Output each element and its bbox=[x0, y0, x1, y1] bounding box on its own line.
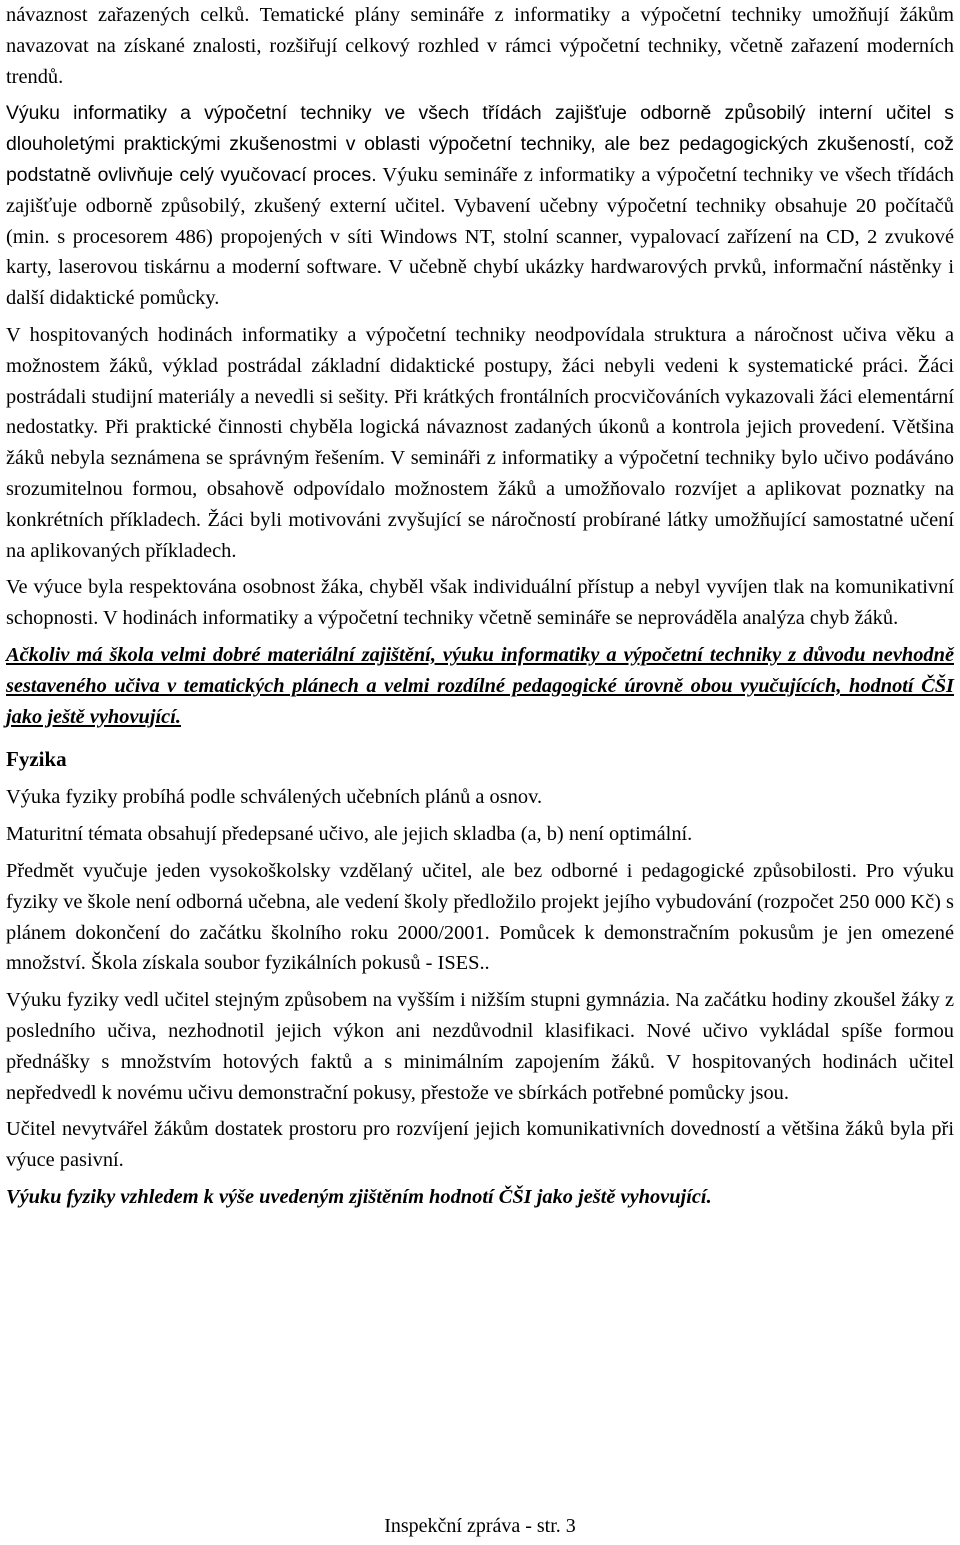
paragraph-physics-plans: Výuka fyziky probíhá podle schválených učebních plánů a osnov. bbox=[6, 786, 543, 809]
page-number-label: Inspekční zpráva - str. 3 bbox=[384, 1515, 576, 1537]
paragraph-maturita-topics: Maturitní témata obsahují předepsané učivo, ale jejich skladba (a, b) není optimální. bbox=[6, 823, 693, 846]
paragraph-observed-lessons: V hospitovaných hodinách informatiky a výpočetní techniky neodpovídala struktura a náročnost učiva věku a možnostem žáků, výklad postrádal základní didaktické postupy, žáci nebyli vedeni k systematické práci. Žáci postrádali studijní materiály a nevedli si sešity. Při krátkých frontálních procvičováních vykazovali žáci elementární nedostatky. Při praktické činnosti chyběla logická návaznost zadaných úkonů a kontrola jejich provedení. Většina žáků nebyla seznámena se správným řešením. V semináři z informatiky a výpočetní techniky bylo učivo podáváno srozumitelnou formou, obsahově odpovídalo možnostem žáků a umožňovalo rozvíjet a aplikovat poznatky na konkrétních příkladech. Žáci byli motivováni zvyšující se náročností probírané látky umožňující samostatné učení na aplikovaných příkladech. bbox=[6, 323, 954, 562]
paragraph-informatics-staff-part1: Výuku informatiky a výpočetní techniky ve všech třídách zajišťuje odborně způsobilý interní učitel s dlouholetými praktickými zkušenostmi v oblasti výpočetní techniky, ale bez pedagogických zkušeností, což podstatně ovlivňuje celý vyučovací proces. bbox=[6, 102, 954, 186]
paragraph-physics-verdict: Výuku fyziky vzhledem k výše uvedeným zjištěním hodnotí ČŠI jako ještě vyhovující. bbox=[6, 1185, 712, 1208]
paragraph-personality: Ve výuce byla respektována osobnost žáka, chyběl však individuální přístup a nebyl vyvíjen tlak na komunikativní schopnosti. V hodinách informatiky a výpočetní techniky včetně semináře se neprováděla analýza chyb žáků. bbox=[6, 576, 954, 630]
paragraph-informatics-verdict: Ačkoliv má škola velmi dobré materiální zajištění, výuku informatiky a výpočetní techniky z důvodu nevhodně sestaveného učiva v tematických plánech a velmi rozdílné pedagogické úrovně obou vyučujících, hodnotí ČŠI jako ještě vyhovující. bbox=[6, 643, 954, 728]
paragraph-informatics-staff bbox=[6, 98, 954, 314]
section-heading-physics: Fyzika bbox=[6, 747, 67, 772]
paragraph-physics-lessons: Výuku fyziky vedl učitel stejným způsobem na vyšším i nižším stupni gymnázia. Na začátku hodiny zkoušel žáky z posledního učiva, nezhodnotil jejich výkon ani nezdůvodnil klasifikaci. Nové učivo vykládal spíše formou přednášky s množstvím hotových faktů a s minimálním zapojením žáků. V hospitovaných hodinách učitel nepředvedl k novému učivu demonstrační pokusy, přestože ve sbírkách potřebné pomůcky jsou. bbox=[6, 989, 954, 1104]
paragraph-informatics-staff-part2: Výuku semináře z informatiky a výpočetní techniky ve všech třídách zajišťuje odborně způsobilý, zkušený externí učitel. Vybavení učebny výpočetní techniky obsahuje 20 počítačů (min. s procesorem 486) propojených v síti Windows NT, stolní scanner, vypalovací zařízení na CD, 2 zvukové karty, laserovou tiskárnu a moderní software. V učebně chybí ukázky hardwarových prvků, informační nástěnky i další didaktické pomůcky. bbox=[6, 163, 954, 310]
page-footer bbox=[0, 1515, 960, 1538]
paragraph-student-space: Učitel nevytvářel žákům dostatek prostoru pro rozvíjení jejich komunikativních dovedností a většina žáků byla při výuce pasivní. bbox=[6, 1118, 954, 1172]
document-page bbox=[6, 0, 954, 1213]
paragraph-intro: návaznost zařazených celků. Tematické plány semináře z informatiky a výpočetní techniky umožňují žákům navazovat na získané znalosti, rozšiřují celkový rozhled v rámci výpočetní techniky, včetně zařazení moderních trendů. bbox=[6, 4, 954, 88]
paragraph-physics-teacher: Předmět vyučuje jeden vysokoškolsky vzdělaný učitel, ale bez odborné i pedagogické způsobilosti. Pro výuku fyziky ve škole není odborná učebna, ale vedení školy předložilo projekt jejího vybudování (rozpočet 250 000 Kč) s plánem dokončení do začátku školního roku 2000/2001. Pomůcek k demonstračním pokusům je jen omezené množství. Škola získala soubor fyzikálních pokusů - ISES.. bbox=[6, 859, 954, 975]
